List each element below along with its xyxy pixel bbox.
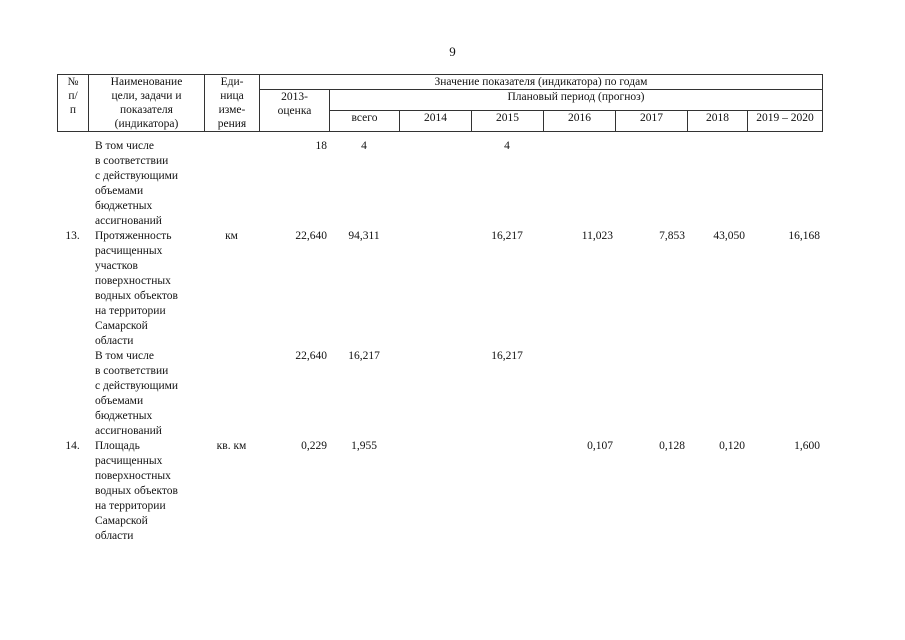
indicator-table-body (57, 139, 822, 544)
header-year-2019-2020: 2019 – 2020 (748, 111, 823, 132)
indicator-name-line: В том числе (95, 140, 154, 152)
row-value-2014 (399, 229, 471, 349)
header-year-2017: 2017 (616, 111, 688, 132)
indicator-name-line: с действующими (95, 170, 179, 182)
row-value-2013: 22,640 (295, 230, 327, 242)
indicator-name-line: Протяженность (95, 230, 172, 242)
indicator-name-line: с действующими (95, 380, 179, 392)
indicator-name-line: на территории (95, 500, 166, 512)
indicator-name-line: бюджетных (95, 410, 153, 422)
row-value-total: 4 (361, 140, 367, 152)
indicator-name-line: поверхностных (95, 470, 171, 482)
row-value-2018 (687, 349, 747, 439)
row-value-2013: 18 (315, 140, 327, 152)
row-value-2017 (615, 349, 687, 439)
indicator-name-line: Самарской (95, 515, 148, 527)
row-number (57, 349, 88, 439)
indicator-name-line: В том числе (95, 350, 154, 362)
row-value-2016 (543, 349, 615, 439)
header-total: всего (330, 111, 400, 132)
header-2013: 2013- оценка (260, 90, 330, 132)
row-value-total: 94,311 (348, 230, 380, 242)
row-value-2018 (687, 139, 747, 229)
row-value-2015: 16,217 (491, 350, 523, 362)
row-value-2014 (399, 439, 471, 544)
row-value-2018: 0,120 (719, 440, 745, 452)
row-unit (204, 139, 259, 229)
indicator-name-line: водных объектов (95, 290, 178, 302)
row-value-2013: 0,229 (301, 440, 327, 452)
row-indicator-name (88, 139, 204, 229)
indicator-name-line: расчищенных (95, 455, 163, 467)
header-year-2015: 2015 (472, 111, 544, 132)
row-value-2013: 22,640 (295, 350, 327, 362)
row-unit: км (225, 230, 238, 242)
header-unit: Еди- ница изме- рения (205, 75, 260, 132)
row-indicator-name (88, 439, 204, 544)
indicator-name-line: области (95, 530, 134, 542)
table-row (57, 139, 822, 229)
row-value-2015: 4 (504, 140, 510, 152)
row-value-2016: 11,023 (581, 230, 613, 242)
indicator-name-line: объемами (95, 395, 144, 407)
indicator-name-line: ассигнований (95, 215, 162, 227)
indicator-name-line: области (95, 335, 134, 347)
header-number: № п/ п (58, 75, 89, 132)
header-name: Наименование цели, задачи и показателя (индикатора) (89, 75, 205, 132)
row-value-2016: 0,107 (587, 440, 613, 452)
row-value-2019-2020: 1,600 (794, 440, 820, 452)
header-plan-title: Плановый период (прогноз) (330, 90, 823, 111)
indicator-table-header (57, 74, 823, 132)
row-number: 14. (65, 440, 80, 452)
row-indicator-name (88, 229, 204, 349)
indicator-name-line: ассигнований (95, 425, 162, 437)
row-value-2018: 43,050 (713, 230, 745, 242)
header-year-2014: 2014 (400, 111, 472, 132)
row-value-2016 (543, 139, 615, 229)
indicator-name-line: Самарской (95, 320, 148, 332)
row-value-2017: 0,128 (659, 440, 685, 452)
header-year-2016: 2016 (544, 111, 616, 132)
row-value-2015: 16,217 (491, 230, 523, 242)
row-value-2017: 7,853 (659, 230, 685, 242)
row-value-2014 (399, 349, 471, 439)
indicator-name-line: участков (95, 260, 138, 272)
indicator-name-line: на территории (95, 305, 166, 317)
indicator-name-line: объемами (95, 185, 144, 197)
indicator-name-line: расчищенных (95, 245, 163, 257)
row-value-total: 1,955 (351, 440, 377, 452)
row-value-total: 16,217 (348, 350, 380, 362)
header-year-2018: 2018 (688, 111, 748, 132)
indicator-name-line: водных объектов (95, 485, 178, 497)
header-values-title: Значение показателя (индикатора) по годам (260, 75, 823, 90)
row-value-2019-2020 (747, 139, 822, 229)
row-value-2017 (615, 139, 687, 229)
row-number (57, 139, 88, 229)
table-row (57, 439, 822, 544)
row-number: 13. (65, 230, 80, 242)
row-value-2019-2020: 16,168 (788, 230, 820, 242)
page-number: 9 (449, 44, 456, 59)
row-value-2019-2020 (747, 349, 822, 439)
table-row (57, 349, 822, 439)
row-unit: кв. км (216, 440, 247, 452)
row-value-2015 (471, 439, 543, 544)
row-value-2014 (399, 139, 471, 229)
indicator-name-line: Площадь (95, 440, 140, 452)
indicator-name-line: поверхностных (95, 275, 171, 287)
indicator-name-line: в соответствии (95, 365, 169, 377)
indicator-name-line: в соответствии (95, 155, 169, 167)
indicator-name-line: бюджетных (95, 200, 153, 212)
row-unit (204, 349, 259, 439)
row-indicator-name (88, 349, 204, 439)
table-row (57, 229, 822, 349)
